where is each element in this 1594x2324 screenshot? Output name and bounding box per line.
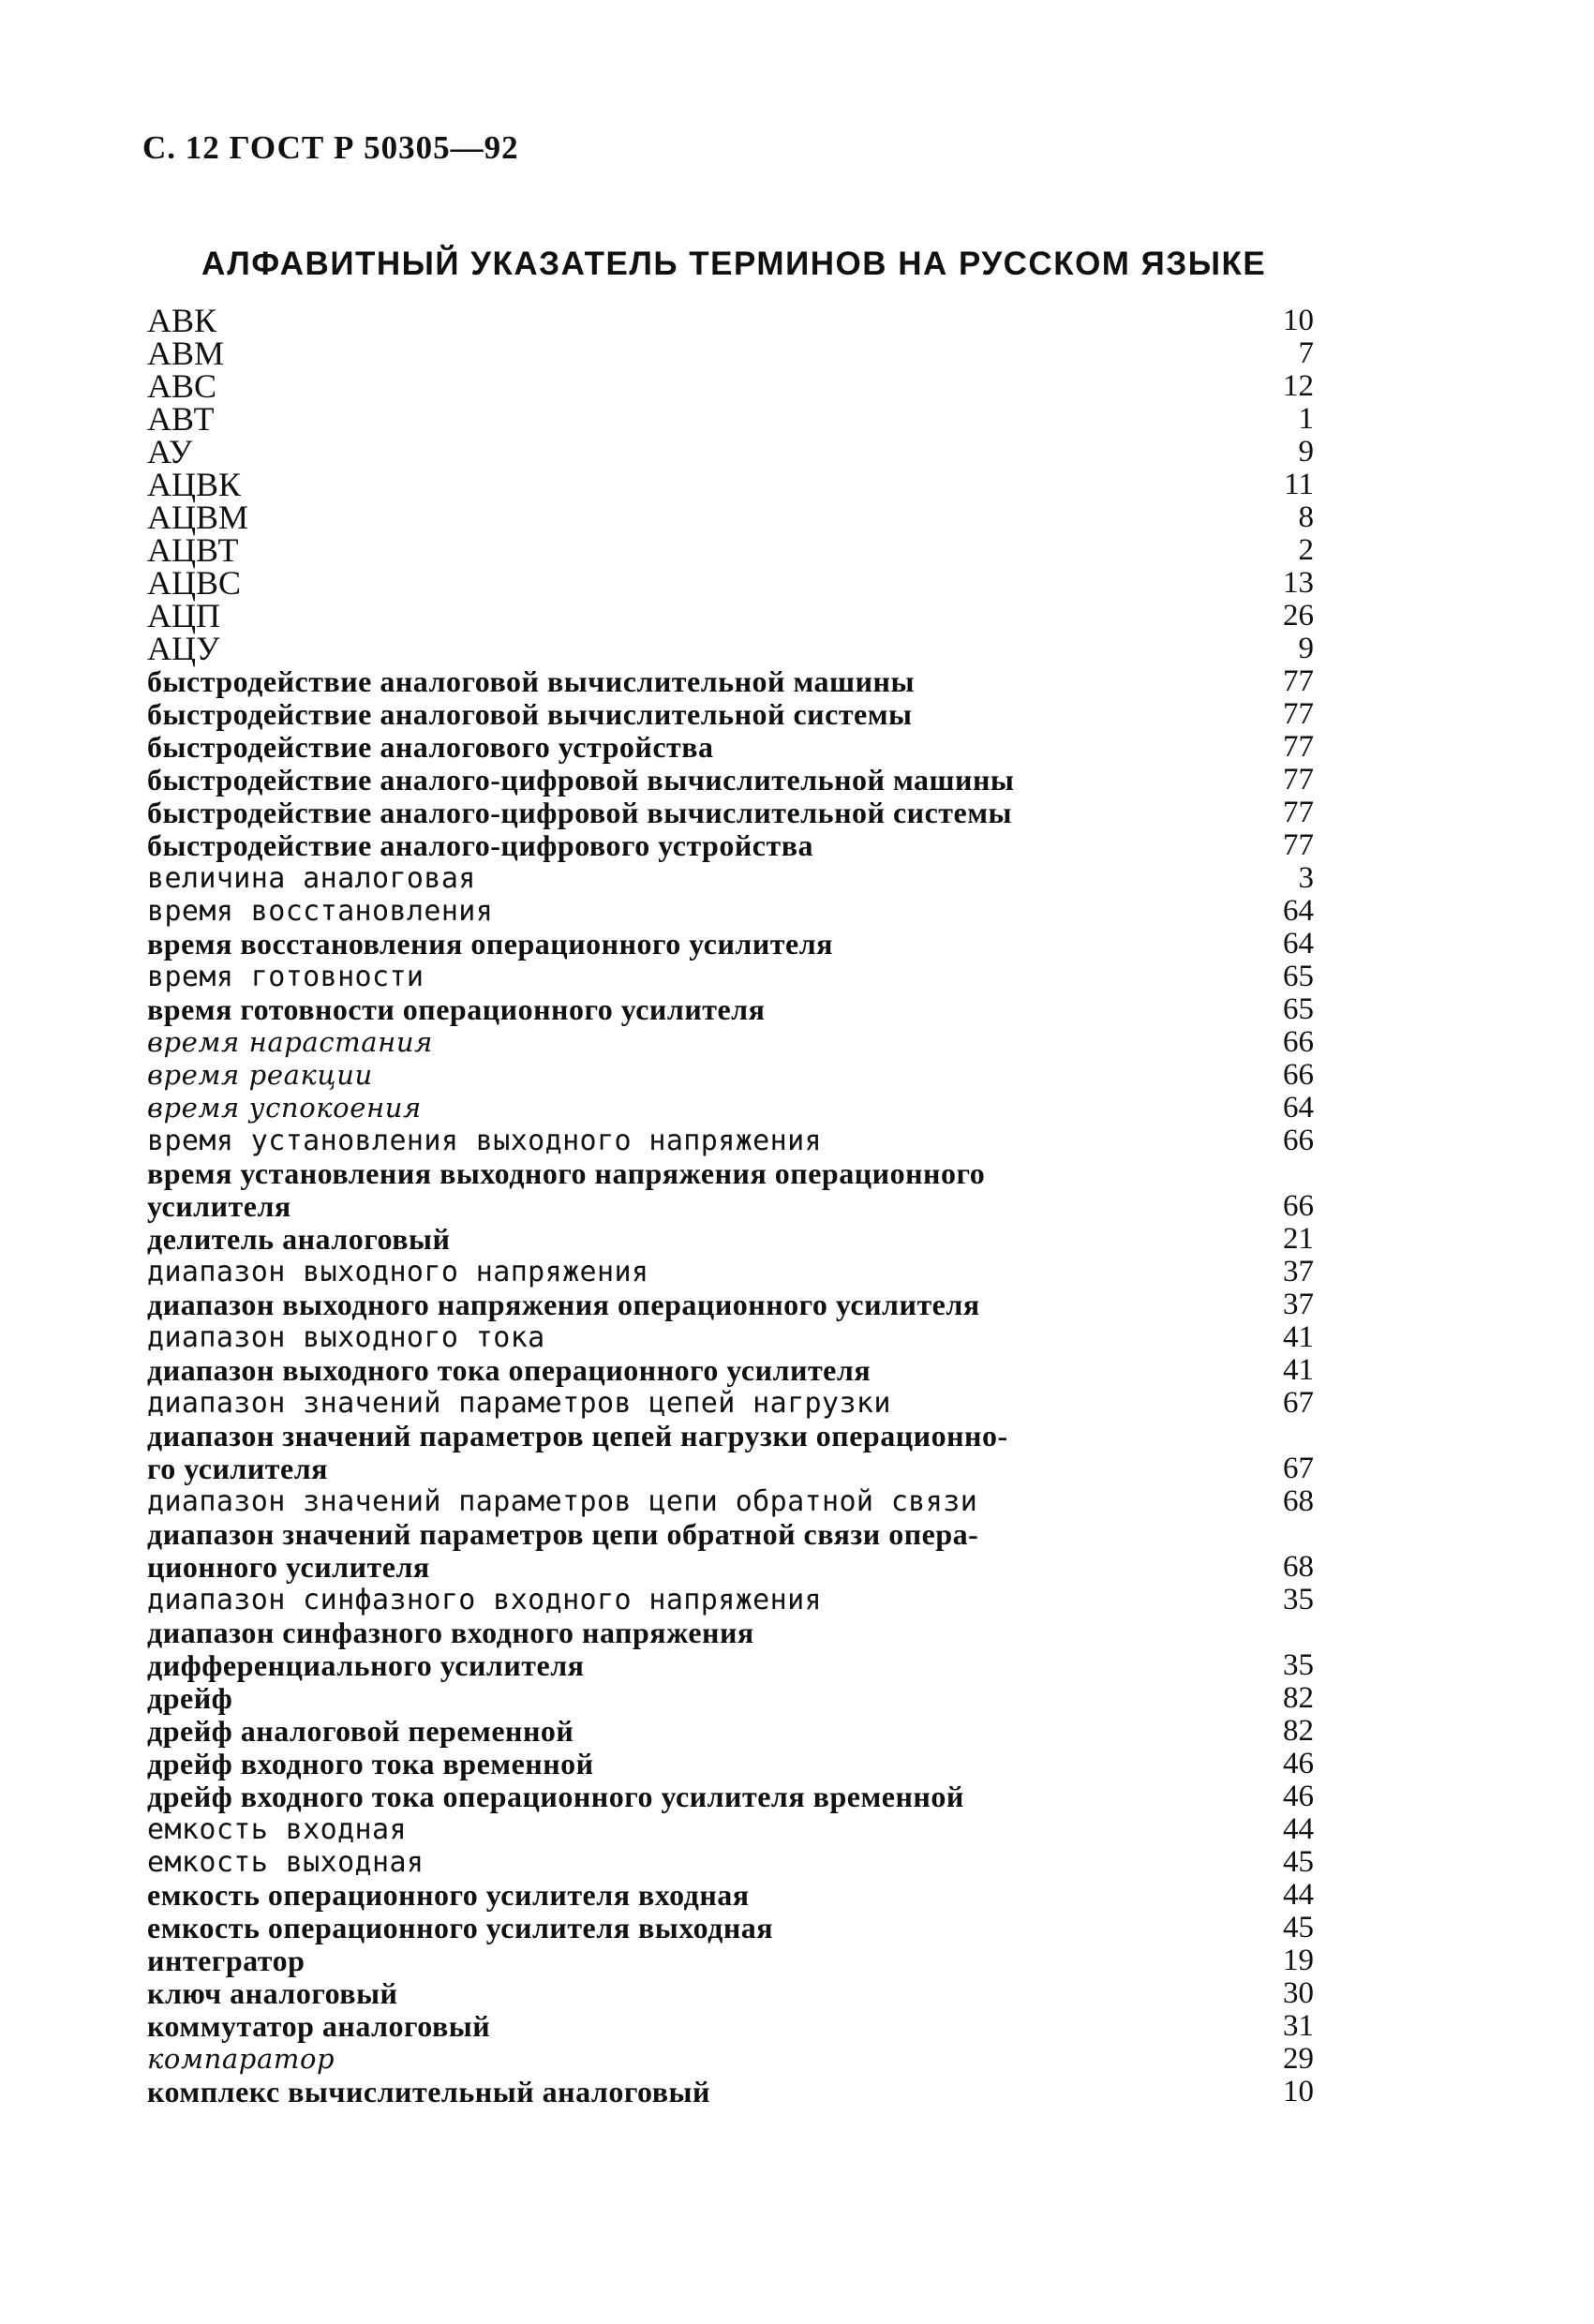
index-entry xyxy=(147,928,1314,961)
index-term: ключ аналоговый xyxy=(147,1976,398,2010)
index-term-number: 66 xyxy=(1283,1025,1314,1059)
index-entry xyxy=(147,630,1314,667)
index-term: емкость выходная xyxy=(147,1846,425,1879)
index-term-number: 64 xyxy=(1283,927,1314,961)
index-term: дрейф входного тока операционного усилителя временной xyxy=(147,1780,964,1813)
index-entry xyxy=(147,1715,1314,1748)
index-term-number: 64 xyxy=(1283,894,1314,928)
index-entry xyxy=(147,2010,1314,2043)
index-term-number: 37 xyxy=(1283,1288,1314,1321)
index-term: диапазон выходного напряжения xyxy=(147,1256,649,1289)
index-entry xyxy=(147,1780,1314,1813)
index-term: АЦВК xyxy=(147,466,242,503)
index-entry xyxy=(147,1420,1314,1485)
index-entry xyxy=(147,1682,1314,1715)
index-term-number: 77 xyxy=(1283,697,1314,731)
index-term: емкость входная xyxy=(147,1813,407,1846)
index-term: АВК xyxy=(147,302,217,339)
index-title: АЛФАВИТНЫЙ УКАЗАТЕЛЬ ТЕРМИНОВ НА РУССКОМ ЯЗЫКЕ xyxy=(201,246,1267,282)
index-term: диапазон выходного напряжения операционного усилителя xyxy=(147,1288,980,1321)
index-term: диапазон выходного тока xyxy=(147,1321,545,1354)
index-term-number: 65 xyxy=(1283,992,1314,1026)
index-term: АЦВС xyxy=(147,564,242,602)
index-entry xyxy=(147,1616,1314,1682)
index-term: АВТ xyxy=(147,400,215,438)
index-term: диапазон значений параметров цепи обратной связи xyxy=(147,1485,978,1518)
index-entry xyxy=(147,564,1314,602)
index-term-number: 37 xyxy=(1283,1255,1314,1289)
index-term-number: 2 xyxy=(1298,533,1314,567)
index-term-number: 13 xyxy=(1283,566,1314,600)
index-term-number: 19 xyxy=(1283,1944,1314,1977)
index-term-number: 77 xyxy=(1283,796,1314,829)
index-term: быстродействие аналоговой вычислительной машины xyxy=(147,664,915,698)
index-term: время нарастания xyxy=(147,1026,433,1058)
index-term: время установления выходного напряжения xyxy=(147,1125,822,1157)
index-term-number: 35 xyxy=(1283,1583,1314,1616)
index-term: комплекс вычислительный аналоговый xyxy=(147,2075,710,2108)
index-entry xyxy=(147,764,1314,797)
index-entry xyxy=(147,597,1314,634)
index-term: быстродействие аналого-цифрового устройства xyxy=(147,828,813,862)
index-term: дрейф входного тока временной xyxy=(147,1747,594,1780)
index-term: время успокоения xyxy=(147,1092,422,1124)
index-term: диапазон синфазного входного напряжения xyxy=(147,1616,754,1649)
index-term: диапазон значений параметров цепей нагрузки xyxy=(147,1387,891,1420)
index-term-number: 64 xyxy=(1283,1091,1314,1125)
index-entry xyxy=(147,1748,1314,1780)
index-term-number: 35 xyxy=(1283,1648,1314,1682)
index-term-number: 12 xyxy=(1283,369,1314,403)
index-term-number: 3 xyxy=(1298,861,1314,895)
index-term: АУ xyxy=(147,433,193,470)
index-term: емкость операционного усилителя входная xyxy=(147,1878,750,1912)
index-entry xyxy=(147,1289,1314,1321)
index-term: время восстановления операционного усилителя xyxy=(147,927,833,961)
index-term-number: 44 xyxy=(1283,1878,1314,1912)
index-entry xyxy=(147,1944,1314,1977)
index-term-number: 21 xyxy=(1283,1222,1314,1256)
index-term-number: 9 xyxy=(1298,435,1314,469)
index-entry xyxy=(147,400,1314,438)
index-term-number: 30 xyxy=(1283,1976,1314,2010)
index-entry xyxy=(147,1387,1314,1420)
index-term: дрейф xyxy=(147,1681,233,1715)
index-entry xyxy=(147,367,1314,405)
index-term-number: 11 xyxy=(1284,468,1314,501)
index-term: АВС xyxy=(147,367,217,405)
index-term-number: 77 xyxy=(1283,763,1314,797)
index-entry xyxy=(147,1157,1314,1223)
index-entry xyxy=(147,1321,1314,1354)
index-entry xyxy=(147,1256,1314,1289)
index-term-number: 31 xyxy=(1283,2009,1314,2043)
index-term: АЦВТ xyxy=(147,531,239,569)
index-term-number: 44 xyxy=(1283,1812,1314,1846)
index-entry xyxy=(147,337,1314,370)
index-entry xyxy=(147,501,1314,534)
index-entry xyxy=(147,531,1314,569)
index-entry xyxy=(147,1354,1314,1387)
index-term: диапазон синфазного входного напряжения xyxy=(147,1584,822,1616)
index-entry xyxy=(147,665,1314,698)
index-term-number: 77 xyxy=(1283,730,1314,764)
index-term: время реакции xyxy=(147,1059,373,1091)
index-term-number: 82 xyxy=(1283,1714,1314,1748)
index-term: ционного усилителя xyxy=(147,1550,430,1584)
index-term-number: 68 xyxy=(1283,1484,1314,1518)
index-term: быстродействие аналогового устройства xyxy=(147,730,714,764)
index-term-number: 65 xyxy=(1283,960,1314,993)
index-term-number: 10 xyxy=(1283,304,1314,337)
index-entry xyxy=(147,961,1314,993)
index-term: емкость операционного усилителя выходная xyxy=(147,1911,774,1944)
page-header: С. 12 ГОСТ Р 50305—92 xyxy=(142,129,519,166)
index-entry xyxy=(147,1125,1314,1157)
index-entry xyxy=(147,1912,1314,1944)
index-term-number: 67 xyxy=(1283,1386,1314,1420)
index-term-number: 41 xyxy=(1283,1353,1314,1387)
index-term-number: 77 xyxy=(1283,828,1314,862)
index-term-number: 77 xyxy=(1283,664,1314,698)
index-entry xyxy=(147,797,1314,829)
index-term: го усилителя xyxy=(147,1452,328,1485)
index-entry xyxy=(147,2076,1314,2108)
index-term: быстродействие аналого-цифровой вычислительной машины xyxy=(147,763,1015,797)
index-entry xyxy=(147,1059,1314,1092)
index-term-number: 82 xyxy=(1283,1681,1314,1715)
index-entry xyxy=(147,433,1314,470)
index-term: делитель аналоговый xyxy=(147,1222,451,1256)
index-term-number: 41 xyxy=(1283,1320,1314,1354)
index-entry xyxy=(147,862,1314,895)
index-term-number: 66 xyxy=(1283,1124,1314,1157)
index-entry xyxy=(147,731,1314,764)
index-entry xyxy=(147,1846,1314,1879)
index-entry xyxy=(147,698,1314,731)
index-entry xyxy=(147,1026,1314,1059)
index-term-number: 9 xyxy=(1298,632,1314,665)
index-term: компаратор xyxy=(147,2043,335,2075)
index-term-number: 46 xyxy=(1283,1780,1314,1813)
index-entry xyxy=(147,1092,1314,1125)
index-term: АЦВМ xyxy=(147,499,249,536)
index-term: время установления выходного напряжения операционного xyxy=(147,1156,986,1190)
index-entry xyxy=(147,1518,1314,1584)
index-term-number: 26 xyxy=(1283,599,1314,633)
index-term-number: 66 xyxy=(1283,1189,1314,1223)
index-term-number: 1 xyxy=(1298,402,1314,436)
index-entry xyxy=(147,1813,1314,1846)
index-term-number: 68 xyxy=(1283,1550,1314,1584)
index-entry xyxy=(147,829,1314,862)
index-entry xyxy=(147,993,1314,1026)
index-term: время готовности xyxy=(147,961,425,993)
index-entry xyxy=(147,466,1314,503)
index-term-number: 66 xyxy=(1283,1058,1314,1092)
index-entry xyxy=(147,1485,1314,1518)
index-term: величина аналоговая xyxy=(147,862,476,895)
index-entry xyxy=(147,302,1314,339)
index-entry xyxy=(147,1977,1314,2010)
index-entry xyxy=(147,2043,1314,2076)
index-term: диапазон значений параметров цепи обратной связи опера- xyxy=(147,1517,979,1551)
index-entry xyxy=(147,895,1314,928)
index-term: быстродействие аналого-цифровой вычислительной системы xyxy=(147,796,1012,829)
index-term: АЦП xyxy=(147,597,220,634)
index-term: коммутатор аналоговый xyxy=(147,2009,491,2043)
index-entry xyxy=(147,1223,1314,1256)
index-term: быстродействие аналоговой вычислительной системы xyxy=(147,697,913,731)
index-term: АЦУ xyxy=(147,630,220,667)
index-entry xyxy=(147,1584,1314,1616)
index-term-number: 46 xyxy=(1283,1747,1314,1780)
index-term: диапазон значений параметров цепей нагрузки операционно- xyxy=(147,1419,1008,1452)
index-term: усилителя xyxy=(147,1189,291,1223)
index-term: АВМ xyxy=(147,335,225,372)
index-term: дрейф аналоговой переменной xyxy=(147,1714,574,1748)
index-term: дифференциального усилителя xyxy=(147,1648,585,1682)
index-term-number: 29 xyxy=(1283,2042,1314,2076)
index-term-number: 7 xyxy=(1298,336,1314,370)
index-term: диапазон выходного тока операционного усилителя xyxy=(147,1353,871,1387)
index-term: время восстановления xyxy=(147,895,494,928)
index-term: интегратор xyxy=(147,1944,305,1977)
index-term-number: 45 xyxy=(1283,1911,1314,1944)
index-term-number: 8 xyxy=(1298,500,1314,534)
index-term-number: 10 xyxy=(1283,2075,1314,2108)
term-index xyxy=(147,302,1314,2108)
index-term-number: 67 xyxy=(1283,1452,1314,1485)
index-entry xyxy=(147,1879,1314,1912)
index-term: время готовности операционного усилителя xyxy=(147,992,766,1026)
index-term-number: 45 xyxy=(1283,1845,1314,1879)
